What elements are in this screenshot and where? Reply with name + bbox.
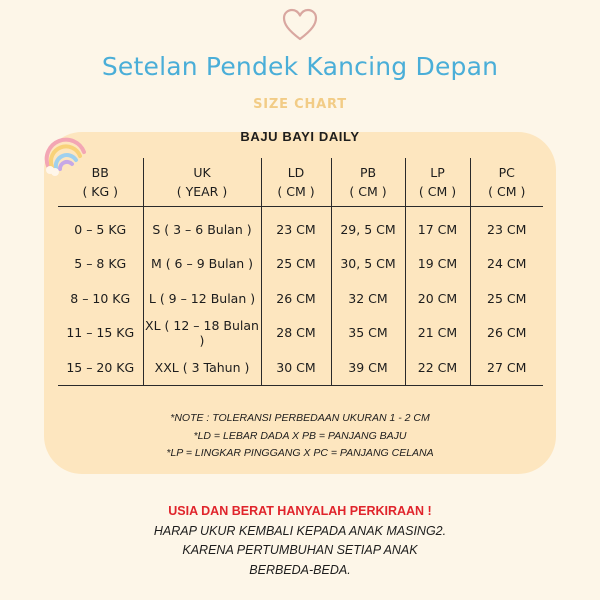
cell-pb: 30, 5 CM (331, 247, 405, 282)
notes (0, 410, 600, 463)
warning-line: BERBEDA-BEDA. (249, 562, 351, 577)
cell-uk: XXL ( 3 Tahun ) (143, 350, 261, 385)
cell-lp: 17 CM (405, 207, 470, 247)
cell-lp: 19 CM (405, 247, 470, 282)
header-bb: BB ( KG ) (58, 158, 143, 207)
table-header-row (58, 158, 543, 207)
cell-ld: 23 CM (261, 207, 331, 247)
cell-uk: S ( 3 – 6 Bulan ) (143, 207, 261, 247)
warning-block (0, 502, 600, 580)
note-line: *LP = LINGKAR PINGGANG X PC = PANJANG CELANA (166, 447, 434, 459)
cell-bb: 0 – 5 KG (58, 207, 143, 247)
header-uk: UK ( YEAR ) (143, 158, 261, 207)
cell-ld: 30 CM (261, 350, 331, 385)
cell-ld: 28 CM (261, 316, 331, 351)
heart-icon (282, 8, 318, 42)
cell-pb: 39 CM (331, 350, 405, 385)
header-pc: PC ( CM ) (470, 158, 543, 207)
cell-bb: 5 – 8 KG (58, 247, 143, 282)
size-chart-table (58, 158, 543, 386)
cell-uk: L ( 9 – 12 Bulan ) (143, 281, 261, 316)
header-lp: LP ( CM ) (405, 158, 470, 207)
warning-line: HARAP UKUR KEMBALI KEPADA ANAK MASING2. (153, 523, 447, 538)
table-row (58, 281, 543, 316)
table-row (58, 316, 543, 351)
cell-pc: 27 CM (470, 350, 543, 385)
cell-pc: 25 CM (487, 290, 527, 306)
cell-uk: XL ( 12 – 18 Bulan ) (143, 316, 261, 351)
cell-pc: 23 CM (487, 221, 527, 237)
cell-bb: 15 – 20 KG (58, 350, 143, 385)
table-row (58, 247, 543, 282)
table-row (58, 350, 543, 385)
cell-pc: 26 CM (487, 325, 527, 341)
cell-bb: 11 – 15 KG (58, 316, 143, 351)
cell-pb: 32 CM (331, 281, 405, 316)
cell-ld: 25 CM (261, 247, 331, 282)
cell-lp: 22 CM (405, 350, 470, 385)
page-title: Setelan Pendek Kancing Depan (101, 52, 499, 81)
cell-lp: 21 CM (405, 316, 470, 351)
cell-pb: 29, 5 CM (331, 207, 405, 247)
cell-pb: 35 CM (331, 316, 405, 351)
header-ld: LD ( CM ) (261, 158, 331, 207)
cell-uk: M ( 6 – 9 Bulan ) (143, 247, 261, 282)
note-line: *LD = LEBAR DADA X PB = PANJANG BAJU (193, 429, 407, 442)
page-subtitle: SIZE CHART (253, 97, 347, 112)
table-row (58, 207, 543, 247)
cell-lp: 20 CM (405, 281, 470, 316)
note-line: *NOTE : TOLERANSI PERBEDAAN UKURAN 1 - 2 CM (170, 412, 430, 424)
cell-ld: 26 CM (261, 281, 331, 316)
header-pb: PB ( CM ) (331, 158, 405, 207)
warning-headline: USIA DAN BERAT HANYALAH PERKIRAAN ! (168, 504, 432, 518)
card-title: BAJU BAYI DAILY (240, 129, 360, 144)
cell-bb: 8 – 10 KG (58, 281, 143, 316)
cell-pc: 24 CM (487, 256, 527, 272)
warning-line: KARENA PERTUMBUHAN SETIAP ANAK (182, 543, 418, 557)
